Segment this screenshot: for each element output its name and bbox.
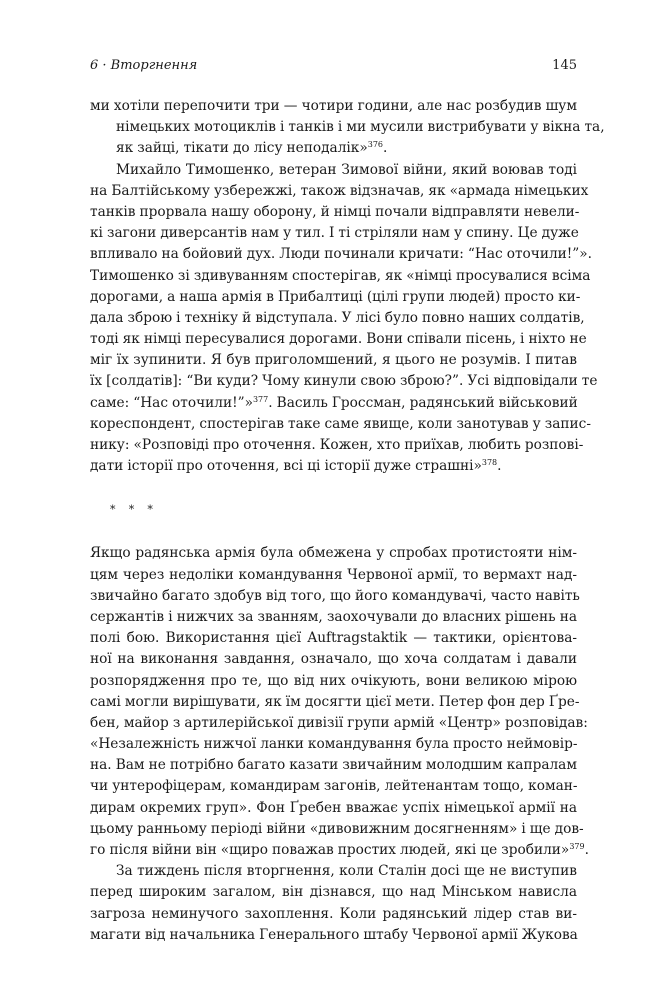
text-line: цьому ранньому періоді війни «дивовижним досягненням» і ще дов- [90, 820, 584, 837]
text-line: Якщо радянська армія була обмежена у спробах протистояти нім- [90, 545, 577, 562]
text-line: дирам окремих груп». Фон Ґребен вважає успіх німецької армії на [90, 799, 577, 816]
text-line: їх [солдатів]: “Ви куди? Чому кинули свою зброю?”. Усі відповідали те [90, 373, 598, 390]
text-line: кореспондент, спостерігав таке саме явище, коли занотував у запис- [90, 415, 591, 432]
text-fragment: саме: “Нас оточили!”» [90, 394, 253, 411]
section-gap [90, 521, 577, 543]
text-line: розпорядження про те, що від них очікують, вони великою мірою [90, 672, 577, 689]
running-header [90, 58, 577, 78]
text-line: дорогами, а наша армія в Прибалтиці (цілі групи людей) просто ки- [90, 288, 581, 305]
text-line: на. Вам не потрібно багато казати звичайним молодшим капралам [90, 757, 577, 774]
text-line: магати від начальника Генерального штабу Червоної армії Жукова [90, 926, 578, 943]
text-line [90, 393, 577, 414]
text-fragment: го після війни він «щиро поважав простих людей, які це зробили» [90, 842, 570, 858]
text-line: танків прорвала нашу оборону, й німці почали відправляти невели- [90, 203, 580, 220]
footnote-ref: 379 [569, 842, 585, 851]
text-line: ми хотіли перепочити три — чотири години, але нас розбудив шум [90, 98, 577, 114]
text-line: німецьких мотоциклів і танків і ми мусили вистрибувати у вікна та, [116, 119, 605, 136]
text-line: як зайці, тікати до лісу неподалік»$^{376}$. [116, 140, 388, 157]
text-line: чи унтерофіцерам, командирам загонів, лейтенантам тощо, коман- [90, 778, 578, 795]
text-line: тоді як німці пересувалися дорогами. Вони співали пісень, і ніхто не [90, 331, 587, 348]
page-number: 145 [552, 58, 577, 73]
text-line: За тиждень після вторгнення, коли Сталін досі ще не виступив [116, 863, 577, 880]
text-line: звичайно багато здобув від того, що його командувачі, часто навіть [90, 587, 580, 604]
footnote-ref: 376 [367, 140, 384, 150]
paragraph [90, 96, 605, 160]
text-line: дала зброю і техніку й відступала. У лісі було повно наших солдатів, [90, 309, 585, 326]
text-line: перед широким загалом, він дізнався, що над Мінськом нависла [90, 884, 577, 901]
text-line: загроза неминучого захоплення. Коли радянський лідер став ви- [90, 905, 577, 922]
body-text [90, 96, 605, 946]
text-line: дати історії про оточення, всі ці історії дуже страшні»$^{378}$. [90, 458, 502, 475]
text-fragment: . Василь Гроссман, радянський військовий [268, 394, 578, 411]
paragraph [90, 160, 598, 478]
section-gap [90, 477, 577, 499]
text-line: впливало на бойовий дух. Люди починали кричати: “Нас оточили!”». [90, 246, 592, 263]
text-fragment: як зайці, тікати до лісу неподалік» [116, 140, 368, 157]
paragraph [90, 861, 577, 946]
text-line: самі могли вирішувати, як їм досягти цієї мети. Петер фон дер Ґре- [90, 693, 580, 710]
text-line: «Незалежність нижчої ланки командування була просто неймовір- [90, 736, 578, 753]
text-line: на Балтійському узбережжі, також відзначав, як «армада німецьких [90, 182, 589, 199]
footnote-ref: 378 [481, 458, 498, 468]
text-line: нику: «Розповіді про оточення. Кожен, хто приїхав, любить розпові- [90, 437, 584, 453]
footnote-ref: 377 [252, 394, 269, 404]
text-line: ної на виконання завдання, означало, що хоча солдатам і давали [90, 651, 577, 668]
text-fragment: дати історії про оточення, всі ці історії дуже страшні» [90, 458, 482, 475]
text-line: кі загони диверсантів нам у тил. І ті стріляли нам у спину. Це дуже [90, 225, 579, 242]
text-line: бен, майор з артилерійської дивізії групи армій «Центр» розповідав: [90, 714, 588, 731]
text-line: сержантів і нижчих за званням, заохочували до власних рішень на [90, 608, 577, 625]
section-break-asterism: * * * [110, 503, 158, 517]
chapter-title: 6 · Вторгнення [90, 58, 198, 73]
text-line: міг їх зупинити. Я був приголомшений, я цього не розумів. І питав [90, 352, 577, 369]
text-line: го після війни він «щиро поважав простих людей, які це зробили»$^{379}$. [90, 842, 589, 858]
text-line: Тимошенко зі здивуванням спостерігав, як «німці просувалися всіма [90, 267, 591, 284]
text-line: цям через недоліки командування Червоної армії, то вермахт над- [90, 566, 577, 583]
paragraph [90, 543, 589, 861]
text-line: Михайло Тимошенко, ветеран Зимової війни, який воював тоді [116, 161, 577, 178]
text-line: полі бою. Використання цієї Auftragstaktik — тактики, орієнтова- [90, 630, 577, 647]
